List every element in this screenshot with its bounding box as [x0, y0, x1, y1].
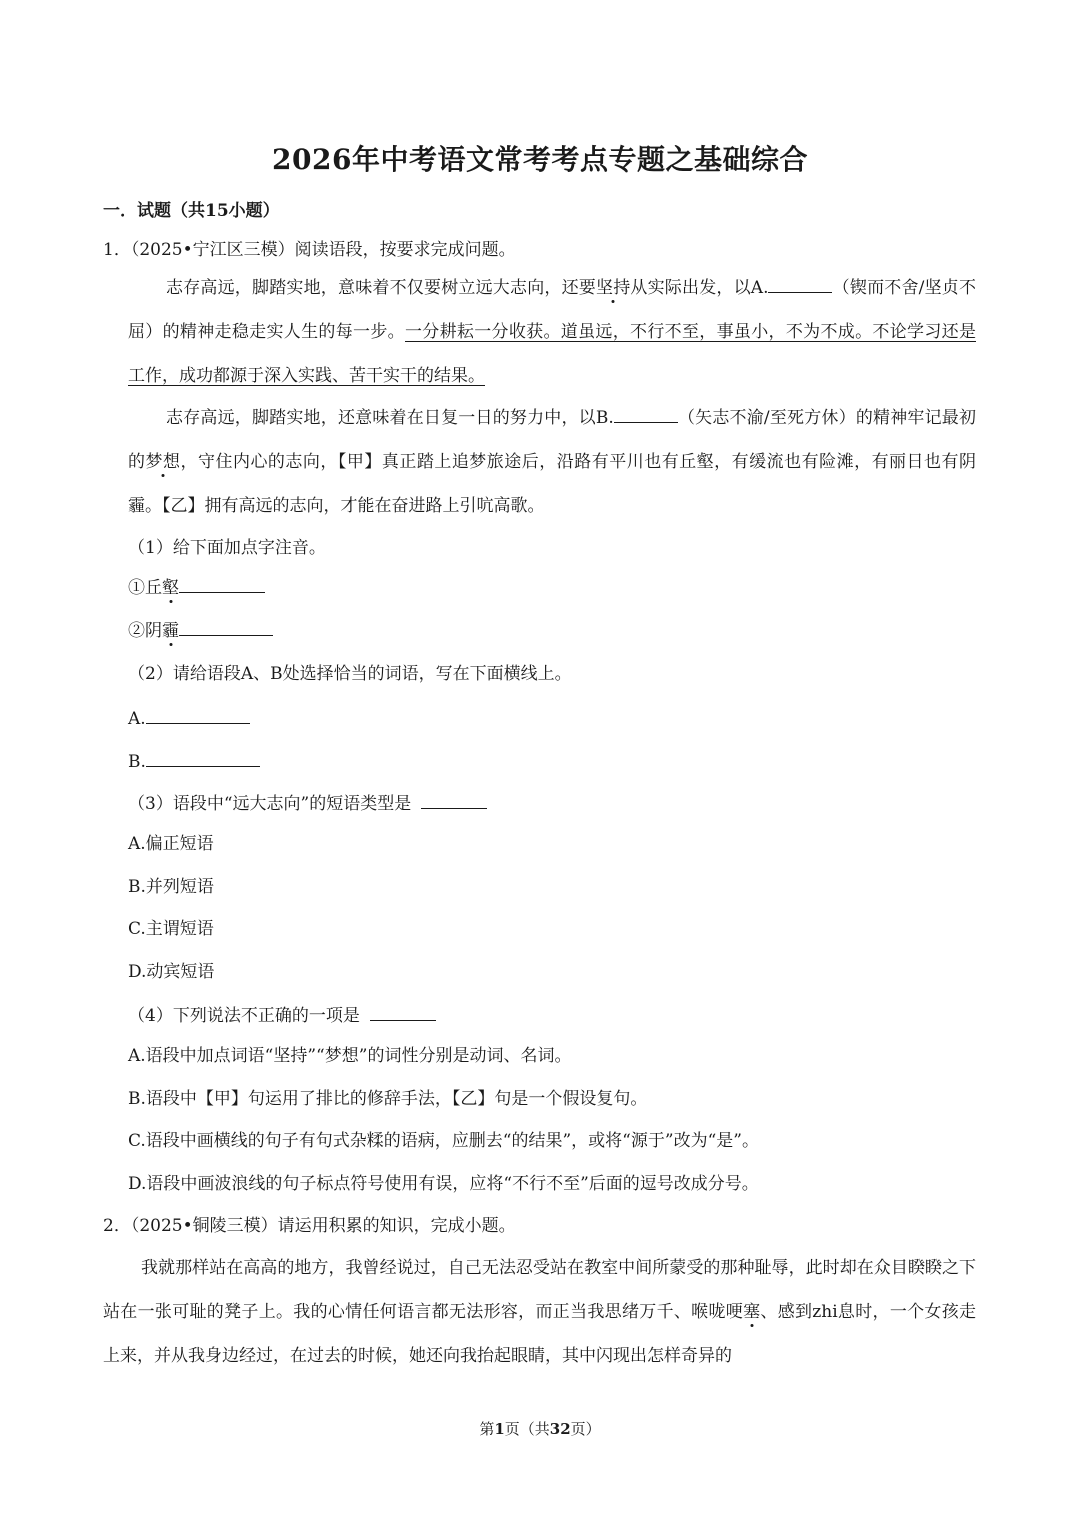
answer-blank — [146, 705, 250, 724]
section-heading: 一．试题（共15小题） — [103, 201, 280, 221]
answer-blank — [370, 1002, 436, 1021]
blank-b — [614, 404, 678, 423]
option: A.语段中加点词语“坚持”“梦想”的词性分别是动词、名词。 — [128, 1046, 572, 1066]
answer-blank — [146, 748, 260, 767]
sub-question-1: （1）给下面加点字注音。 — [128, 538, 326, 558]
sub-question-1-item-1: ①丘壑 — [128, 574, 265, 600]
sub-question-3: （3）语段中“远大志向”的短语类型是 — [128, 790, 487, 816]
sub-question-2-answer-a: A. — [128, 705, 250, 731]
option: D.语段中画波浪线的句子标点符号使用有误，应将“不行不至”后面的逗号改成分号。 — [128, 1174, 759, 1194]
question-2-stem: 2．（2025•铜陵三模）请运用积累的知识，完成小题。 — [103, 1216, 516, 1236]
question-2-paragraph: 我就那样站在高高的地方，我曾经说过，自己无法忍受站在教室中间所蒙受的那种耻辱，此时却在众目睽睽之下站在一张可耻的凳子上。我的心情任何语言都无法形容，而正当我思绪万千、喉咙哽塞、感到zhi息时，一个女孩走上来，并从我身边经过，在过去的时候，她还向我抬起眼睛，其中闪现出怎样奇异的 — [103, 1258, 977, 1366]
total-pages: 32 — [549, 1420, 571, 1438]
blank-a — [768, 274, 832, 293]
page-number: 1 — [494, 1420, 505, 1438]
answer-blank — [179, 617, 273, 636]
answer-blank — [421, 790, 487, 809]
sub-question-2: （2）请给语段A、B处选择恰当的词语，写在下面横线上。 — [128, 664, 572, 684]
dotted-word-mengxiang: 梦想 — [145, 452, 181, 472]
question-1-paragraph-2: 志存高远，脚踏实地，还意味着在日复一日的努力中，以B. （矢志不渝/至死方休）的精神牢记最初的梦想，守住内心的志向，【甲】真正踏上追梦旅途后，沿路有平川也有丘壑，有缓流也有险滩，有丽日也有阴霾。【乙】拥有高远的志向，才能在奋进路上引吭高歌。 — [128, 396, 976, 528]
page-title: 2026年中考语文常考考点专题之基础综合 — [272, 143, 808, 176]
answer-blank — [179, 574, 265, 593]
option: A.偏正短语 — [128, 834, 214, 854]
option: C.语段中画横线的句子有句式杂糅的语病，应删去“的结果”，或将“源于”改为“是”。 — [128, 1131, 759, 1151]
page-footer: 第1页（共32页） — [479, 1420, 601, 1438]
option: B.并列短语 — [128, 877, 214, 897]
sub-question-2-answer-b: B. — [128, 748, 260, 774]
dotted-word-jianchi: 坚持 — [596, 278, 631, 298]
question-1-paragraph-1: 志存高远，脚踏实地，意味着不仅要树立远大志向，还要坚持从实际出发，以A. （锲而不舍/坚贞不屈）的精神走稳走实人生的每一步。一分耕耘一分收获。道虽远，不行不至，事虽小，不为不成。不论学习还是工作，成功都源于深入实践、苦干实干的结果。 — [128, 266, 976, 398]
option: C.主谓短语 — [128, 919, 214, 939]
sub-question-4: （4）下列说法不正确的一项是 — [128, 1002, 436, 1028]
option: D.动宾短语 — [128, 962, 215, 982]
underlined-sentence: 一分耕耘一分收获。道虽远，不行不至，事虽小，不为不成。不论学习还是工作，成功都源于深入实践、苦干实干的结果。 — [128, 322, 976, 386]
option: B.语段中【甲】句运用了排比的修辞手法，【乙】句是一个假设复句。 — [128, 1089, 648, 1109]
sub-question-1-item-2: ②阴霾 — [128, 617, 273, 643]
question-1-stem: 1．（2025•宁江区三模）阅读语段，按要求完成问题。 — [103, 240, 516, 260]
dotted-word-se: 塞 — [743, 1302, 761, 1322]
